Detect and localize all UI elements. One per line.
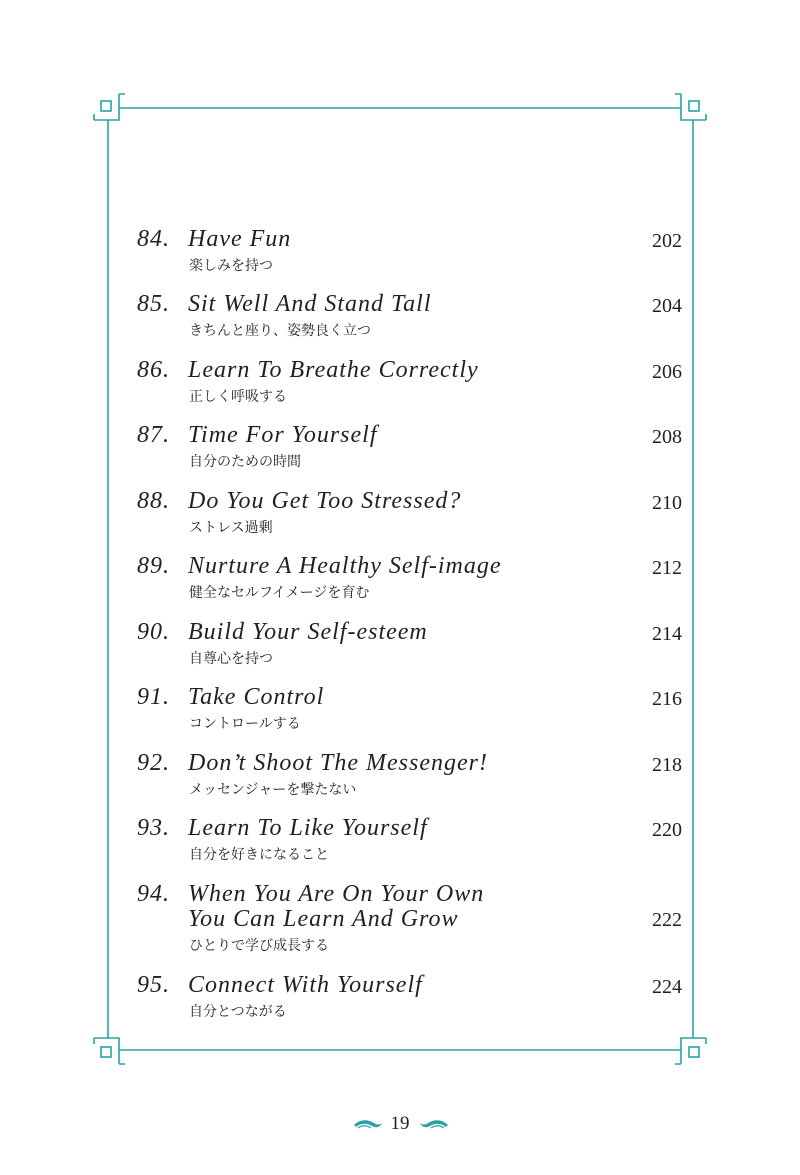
entry-subtitle: 自分のための時間 [189,454,301,470]
entry-subtitle: ひとりで学び成長する [189,938,329,954]
entry-title: Learn To Breathe Correctly [188,357,479,383]
entry-page-number: 204 [652,295,682,317]
entry-page-number: 216 [652,688,682,710]
right-flourish-icon [418,1116,450,1132]
entry-number: 92. [137,750,170,776]
entry-title: Sit Well And Stand Tall [188,291,432,317]
entry-subtitle: 自分とつながる [189,1004,287,1020]
entry-subtitle: メッセンジャーを撃たない [189,782,357,798]
entry-page-number: 222 [652,909,682,931]
entry-page-number: 212 [652,557,682,579]
entry-subtitle: コントロールする [189,716,301,732]
entry-number: 87. [137,422,170,448]
entry-page-number: 208 [652,426,682,448]
entry-title: Nurture A Healthy Self-image [188,553,502,579]
entry-title: Time For Yourself [188,422,378,448]
entry-number: 85. [137,291,170,317]
entry-subtitle: 自尊心を持つ [189,651,273,667]
entry-title: When You Are On Your Own [188,881,485,907]
left-flourish-icon [352,1116,384,1132]
entry-subtitle: 正しく呼吸する [189,389,287,405]
page-folio [0,1110,800,1140]
entry-page-number: 202 [652,230,682,252]
entry-subtitle: 健全なセルフイメージを育む [189,585,370,601]
entry-number: 94. [137,881,170,907]
entry-number: 89. [137,553,170,579]
entry-title: Don’t Shoot The Messenger! [188,750,488,776]
entry-page-number: 220 [652,819,682,841]
page-number: 19 [390,1113,410,1134]
entry-number: 91. [137,684,170,710]
entry-page-number: 224 [652,976,682,998]
entry-title: Build Your Self-esteem [188,619,428,645]
entry-title-line-2: You Can Learn And Grow [188,906,459,932]
entry-subtitle: 楽しみを持つ [189,258,273,274]
entry-title: Connect With Yourself [188,972,423,998]
entry-number: 93. [137,815,170,841]
entry-page-number: 218 [652,754,682,776]
entry-page-number: 206 [652,361,682,383]
entry-title: Do You Get Too Stressed? [188,488,462,514]
entry-subtitle: ストレス過剰 [189,520,273,536]
entry-title: Learn To Like Yourself [188,815,428,841]
entry-subtitle: きちんと座り、姿勢良く立つ [189,323,371,339]
entry-number: 90. [137,619,170,645]
entry-page-number: 214 [652,623,682,645]
entry-subtitle: 自分を好きになること [189,847,329,863]
entry-number: 84. [137,226,170,252]
entry-number: 95. [137,972,170,998]
entry-number: 86. [137,357,170,383]
entry-title: Have Fun [188,226,292,252]
entry-number: 88. [137,488,170,514]
entry-title: Take Control [188,684,325,710]
entry-page-number: 210 [652,492,682,514]
